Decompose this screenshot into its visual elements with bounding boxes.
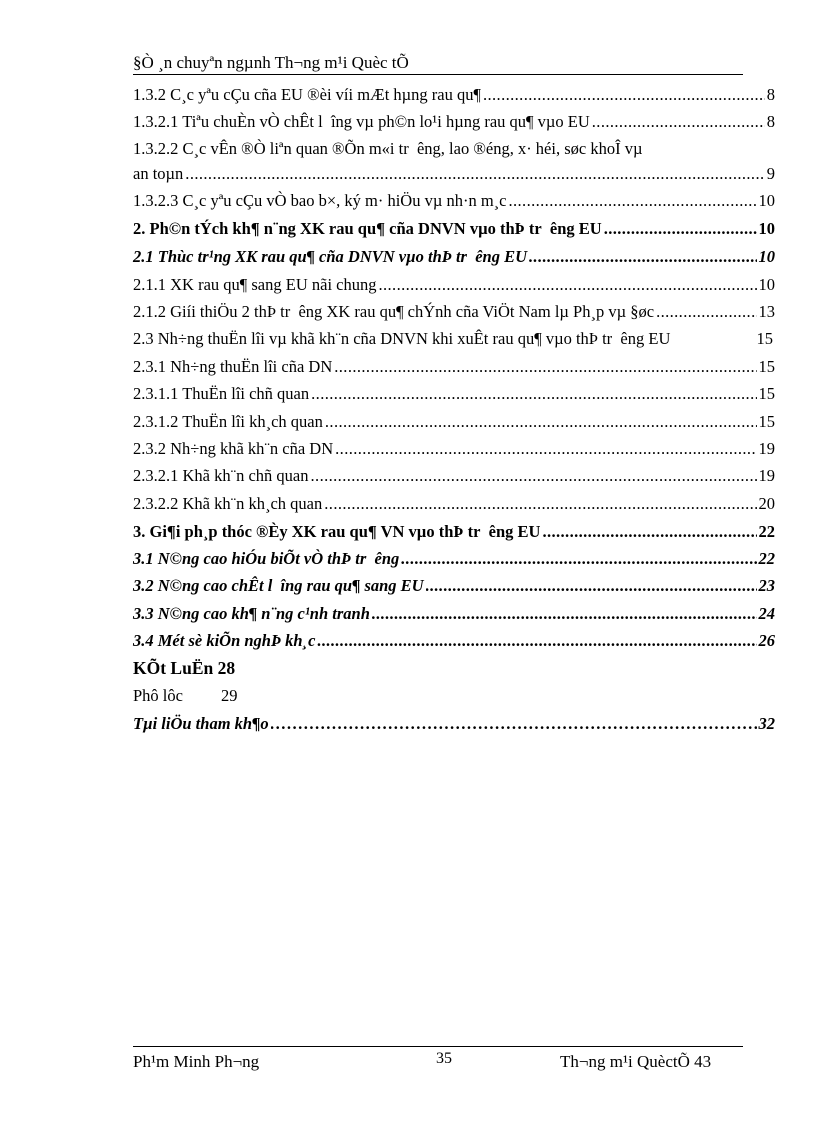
toc-entry[interactable]: an toµn ..... 9 [133,163,775,185]
toc-entry[interactable]: 3. Gi¶i ph¸p thóc ®Èy XK rau qu¶ VN vµo thÞ tr êng EU ..... 22 [133,521,775,543]
appendix-page: 29 [220,686,238,705]
references-entry[interactable] [133,713,775,735]
toc-entry[interactable]: 3.4 Mét sè kiÕn nghÞ kh¸c ..... 26 [133,630,775,652]
toc-entry[interactable]: 2.1 Thùc tr¹ng XK rau qu¶ cña DNVN vµo thÞ tr êng EU ..... 10 [133,246,775,268]
toc-entry[interactable]: 2.3.1 Nh÷ng thuËn lîi cña DN ..... 15 [133,356,775,378]
footer-page-number: 35 [436,1050,452,1067]
footer-divider [133,1046,743,1047]
toc-entry[interactable]: 1.3.2.3 C¸c yªu cÇu vÒ bao b×, ký m· hiÖu vµ nh·n m¸c ..... 10 [133,190,775,212]
references-page: 32 [758,714,775,733]
toc-entry[interactable]: 3.1 N©ng cao hiÓu biÕt vÒ thÞ tr êng ..... 22 [133,548,775,570]
toc-entry[interactable]: 2.3 Nh÷ng thuËn lîi vµ khã kh¨n cña DNVN khi xuÊt rau qu¶ vµo thÞ tr êng EU 15 [133,329,773,348]
toc-entry[interactable]: 2.3.2.1 Khã kh¨n chñ quan ..... 19 [133,465,775,487]
conclusion-entry[interactable]: KÕt LuËn 28 [133,658,236,678]
toc-entry[interactable]: 2.1.1 XK rau qu¶ sang EU nãi chung ..... 10 [133,274,775,296]
toc-entry[interactable]: 2.3.1.2 ThuËn lîi kh¸ch quan ..... 15 [133,411,775,433]
header-title: §Ò ¸n chuyªn ngµnh Th¬ng m¹i Quèc tÕ [133,53,409,72]
toc-entry[interactable]: 2.3.1.1 ThuËn lîi chñ quan ..... 15 [133,383,775,405]
appendix-label: Phô lôc [133,686,183,705]
toc-entry[interactable]: 3.2 N©ng cao chÊt l îng rau qu¶ sang EU ..... 23 [133,575,775,597]
toc-entry[interactable]: 2.1.2 Giíi thiÖu 2 thÞ tr êng XK rau qu¶ chÝnh cña ViÖt Nam lµ Ph¸p vµ §øc ..... 13 [133,301,775,323]
toc-entry[interactable]: 3.3 N©ng cao kh¶ n¨ng c¹nh tranh ..... 24 [133,603,775,625]
references-label: Tµi liÖu tham kh¶o [133,714,269,733]
toc-entry[interactable]: 2. Ph©n tÝch kh¶ n¨ng XK rau qu¶ cña DNVN vµo thÞ tr êng EU ..... 10 [133,218,775,240]
footer-author: Ph¹m Minh Ph¬ng [133,1052,260,1071]
appendix-entry[interactable] [133,685,237,707]
toc-entry[interactable]: 2.3.2.2 Khã kh¨n kh¸ch quan ..... 20 [133,493,775,515]
toc-entry[interactable]: 1.3.2.1 Tiªu chuÈn vÒ chÊt l îng vµ ph©n lo¹i hµng rau qu¶ vµo EU ..... 8 [133,111,775,133]
footer-class: Th¬ng m¹i QuèctÕ 43 [560,1052,712,1071]
toc-entry[interactable]: 2.3.2 Nh÷ng khã kh¨n cña DN ..... 19 [133,438,775,460]
toc-entry[interactable]: 1.3.2 C¸c yªu cÇu cña EU ®èi víi mÆt hµng rau qu¶ ..... 8 [133,84,775,106]
toc-entry[interactable]: 1.3.2.2 C¸c vÊn ®Ò liªn quan ®Õn m«i tr êng, lao ®éng, x· héi, søc khoÎ vµ [133,139,643,158]
